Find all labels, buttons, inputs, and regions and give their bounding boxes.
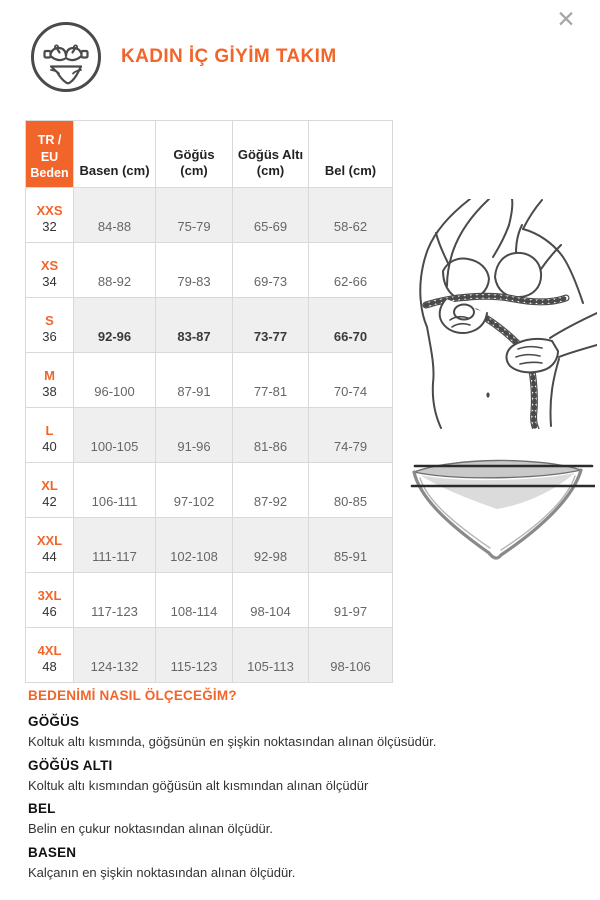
size-table [25,120,393,683]
panty-measurement-illustration [400,442,595,572]
table-row [26,628,393,683]
measurement-cell: 77-81 [233,353,309,408]
guide-title: BEDENİMİ NASIL ÖLÇECEĞİM? [28,688,237,703]
size-header-line: EU [40,149,59,164]
measurement-cell: 108-114 [156,573,233,628]
measurement-cell: 65-69 [233,188,309,243]
size-eu-number: 34 [42,274,57,289]
size-eu-number: 32 [42,219,57,234]
size-cell [26,463,74,518]
guide-text-gogus: Koltuk altı kısmında, göğsünün en şişkin noktasından alınan ölçüsüdür. [28,734,437,749]
size-eu-number: 44 [42,549,57,564]
size-eu-number: 42 [42,494,57,509]
measurement-cell: 111-117 [74,518,156,573]
column-header-basen: Basen (cm) [74,121,156,188]
size-cell [26,188,74,243]
table-row [26,298,393,353]
size-label: XL [41,478,58,493]
size-eu-number: 46 [42,604,57,619]
guide-text-basen: Kalçanın en şişkin noktasından alınan ölçüdür. [28,864,296,880]
size-label: XS [40,258,59,273]
measurement-cell: 75-79 [156,188,233,243]
size-column-header [26,121,74,188]
table-header-row [26,121,393,188]
measurement-cell: 92-96 [74,298,156,353]
measurement-cell: 85-91 [309,518,393,573]
size-label: XXS [36,203,63,218]
page-title: KADIN İÇ GİYİM TAKIM [121,46,337,67]
measurement-cell: 105-113 [233,628,309,683]
size-eu-number: 48 [42,659,57,674]
size-label: L [45,423,54,438]
measurement-cell: 98-106 [309,628,393,683]
measurement-cell: 88-92 [74,243,156,298]
size-cell [26,573,74,628]
size-cell [26,243,74,298]
guide-label-basen: BASEN [28,844,77,860]
table-row [26,463,393,518]
measurement-cell: 115-123 [156,628,233,683]
measuring-guide [28,688,568,881]
table-row [26,573,393,628]
measurement-cell: 70-74 [309,353,393,408]
size-cell [26,298,74,353]
measurement-cell: 69-73 [233,243,309,298]
measurement-cell: 87-92 [233,463,309,518]
measurement-cell: 62-66 [309,243,393,298]
guide-label-gogus: GÖĞÜS [28,714,80,729]
table-row [26,408,393,463]
measurement-cell: 83-87 [156,298,233,353]
table-row [26,518,393,573]
size-cell [26,518,74,573]
measurement-cell: 96-100 [74,353,156,408]
size-table-body [26,188,393,683]
measurement-cell: 58-62 [309,188,393,243]
modal-header [29,20,337,94]
size-cell [26,628,74,683]
size-header-line: Beden [30,165,69,180]
measurement-cell: 102-108 [156,518,233,573]
size-label: XXL [36,533,63,548]
column-header-gogus-alti: Göğüs Altı (cm) [233,121,309,188]
size-eu-number: 40 [42,439,57,454]
measurement-cell: 74-79 [309,408,393,463]
table-row [26,353,393,408]
close-icon[interactable]: ✕ [548,2,584,38]
measurement-cell: 91-97 [309,573,393,628]
measurement-cell: 100-105 [74,408,156,463]
size-eu-number: 38 [42,384,57,399]
measurement-cell: 117-123 [74,573,156,628]
size-label: S [45,313,54,328]
size-cell [26,408,74,463]
table-row [26,188,393,243]
measurement-cell: 66-70 [309,298,393,353]
measurement-cell: 73-77 [233,298,309,353]
lingerie-set-icon [29,20,103,94]
column-header-bel: Bel (cm) [309,121,393,188]
size-label: 3XL [37,588,62,603]
guide-text-gogus-alti: Koltuk altı kısmından göğüsün alt kısmından alınan ölçüdür [28,777,369,793]
table-row [26,243,393,298]
measurement-cell: 98-104 [233,573,309,628]
measurement-cell: 97-102 [156,463,233,518]
bust-measurement-illustration [392,199,597,427]
measurement-cell: 124-132 [74,628,156,683]
column-header-gogus: Göğüs (cm) [156,121,233,188]
size-header-line: TR / [37,133,62,148]
size-label: 4XL [37,643,62,658]
guide-text-bel: Belin en çukur noktasından alınan ölçüdür. [28,821,274,837]
measurement-cell: 80-85 [309,463,393,518]
size-eu-number: 36 [42,329,57,344]
size-label: M [44,368,55,383]
guide-label-bel: BEL [28,801,56,817]
measurement-cell: 81-86 [233,408,309,463]
measurement-cell: 91-96 [156,408,233,463]
measurement-cell: 84-88 [74,188,156,243]
measurement-cell: 106-111 [74,463,156,518]
measurement-cell: 87-91 [156,353,233,408]
measurement-cell: 92-98 [233,518,309,573]
guide-label-gogus-alti: GÖĞÜS ALTI [28,757,113,773]
size-cell [26,353,74,408]
measurement-cell: 79-83 [156,243,233,298]
